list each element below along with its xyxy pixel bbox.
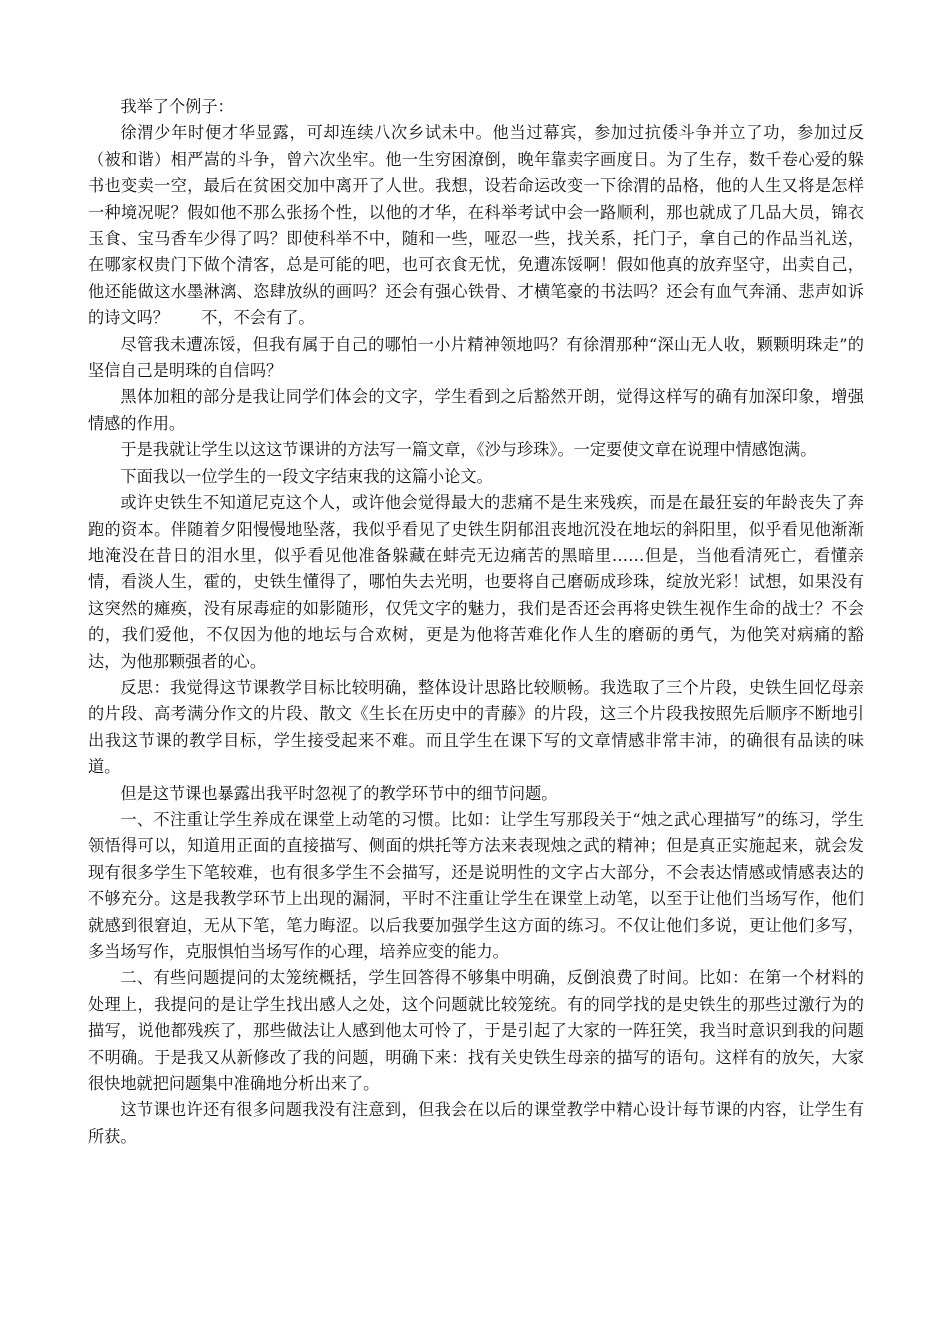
paragraph-xu-wei: 徐渭少年时便才华显露，可却连续八次乡试未中。他当过幕宾，参加过抗倭斗争并立了功，参加过反（被和谐）相严嵩的斗争，曾六次坐牢。他一生穷困潦倒，晚年靠卖字画度日。为了生存，数千卷心爱的躲书也变卖一空，最后在贫困交加中离开了人世。我想，设若命运改变一下徐渭的品格，他的人生又将是怎样一种境况呢？假如他不那么张扬个性，以他的才华，在科举考试中会一路顺利，那也就成了几品大员，锦衣玉食、宝马香车少得了吗？即使科举不中，随和一些，哑忍一些，找关系，托门子，拿自己的作品当礼送，在哪家权贵门下做个清客，总是可能的吧，也可衣食无忧，免遭冻馁啊！假如他真的放弃坚守，出卖自己，他还能做这水墨淋漓、恣肆放纵的画吗？还会有强心铁骨、才横笔豪的书法吗？还会有血气奔涌、悲声如诉的诗文吗？ 不，不会有了。: [88, 123, 864, 328]
paragraph-problem-one: 一、不注重让学生养成在课堂上动笔的习惯。比如：让学生写那段关于“烛之武心理描写”的练习，学生领悟得可以，知道用正面的直接描写、侧面的烘托等方法来表现烛之武的精神；但是真正实施起来，就会发现有很多学生下笔较难，也有很多学生不会描写，还是说明性的文字占大部分，不会表达情感或情感表达的不够充分。这是我教学环节上出现的漏洞，平时不注重让学生在课堂上动笔，以至于让他们当场写作，他们就感到很窘迫，无从下笔，笔力晦涩。以后我要加强学生这方面的练习。不仅让他们多说，更让他们多写，多当场写作，克服惧怕当场写作的心理，培养应变的能力。: [88, 809, 864, 961]
paragraph-self-reflection: 尽管我未遭冻馁，但我有属于自己的哪怕一小片精神领地吗？有徐渭那种“深山无人收，颗颗明珠走”的坚信自己是明珠的自信吗？: [88, 334, 864, 381]
paragraph-example-intro: 我举了个例子：: [120, 97, 234, 116]
paragraph-student-essay: 或许史铁生不知道尼克这个人，或许他会觉得最大的悲痛不是生来残疾，而是在最狂妄的年龄丧失了奔跑的资本。伴随着夕阳慢慢地坠落，我似乎看见了史铁生阴郁沮丧地沉没在地坛的斜阳里，似乎看见他渐渐地淹没在昔日的泪水里，似乎看见他准备躲藏在蚌壳无边痛苦的黑暗里……但是，当他看清死亡，看懂亲情，看淡人生，霍的，史铁生懂得了，哪怕失去光明，也要将自己磨砺成珍珠，绽放光彩！试想，如果没有这突然的瘫痪，没有尿毒症的如影随形，仅凭文字的魅力，我们是否还会再将史铁生视作生命的战士？不会的，我们爱他，不仅因为他的地坛与合欢树，更是为他将苦难化作人生的磨砺的勇气，为他笑对病痛的豁达，为他那颗强者的心。: [88, 493, 864, 671]
paragraph-bold-explanation: 黑体加粗的部分是我让同学们体会的文字，学生看到之后豁然开朗，觉得这样写的确有加深印象，增强情感的作用。: [88, 387, 864, 433]
paragraph-problems-intro: 但是这节课也暴露出我平时忽视了的教学环节中的细节问题。: [120, 783, 558, 803]
paragraph-student-intro: 下面我以一位学生的一段文字结束我的这篇小论文。: [120, 466, 493, 486]
paragraph-assignment: 于是我就让学生以这这节课讲的方法写一篇文章，《沙与珍珠》。一定要使文章在说理中情感饱满。: [120, 440, 817, 460]
paragraph-problem-two: 二、有些问题提问的太笼统概括，学生回答得不够集中明确，反倒浪费了时间。比如：在第一个材料的处理上，我提问的是让学生找出感人之处，这个问题就比较笼统。有的同学找的是史铁生的那些过激行为的描写，说他都残疾了，那些做法让人感到他太可怜了，于是引起了大家的一阵狂笑，我当时意识到我的问题不明确。于是我又从新修改了我的问题，明确下来：找有关史铁生母亲的描写的语句。这样有的放矢，大家很快地就把问题集中准确地分析出来了。: [88, 968, 864, 1094]
paragraph-reflection: 反思：我觉得这节课教学目标比较明确，整体设计思路比较顺畅。我选取了三个片段，史铁生回忆母亲的片段、高考满分作文的片段、散文《生长在历史中的青藤》的片段，这三个片段我按照先后顺序不断地引出我这节课的教学目标，学生接受起来不难。而且学生在课下写的文章情感非常丰沛，的确很有品读的味道。: [88, 677, 864, 777]
document-body: [88, 94, 864, 1150]
paragraph-conclusion: 这节课也许还有很多问题我没有注意到，但我会在以后的课堂教学中精心设计每节课的内容，让学生有所获。: [88, 1100, 864, 1146]
